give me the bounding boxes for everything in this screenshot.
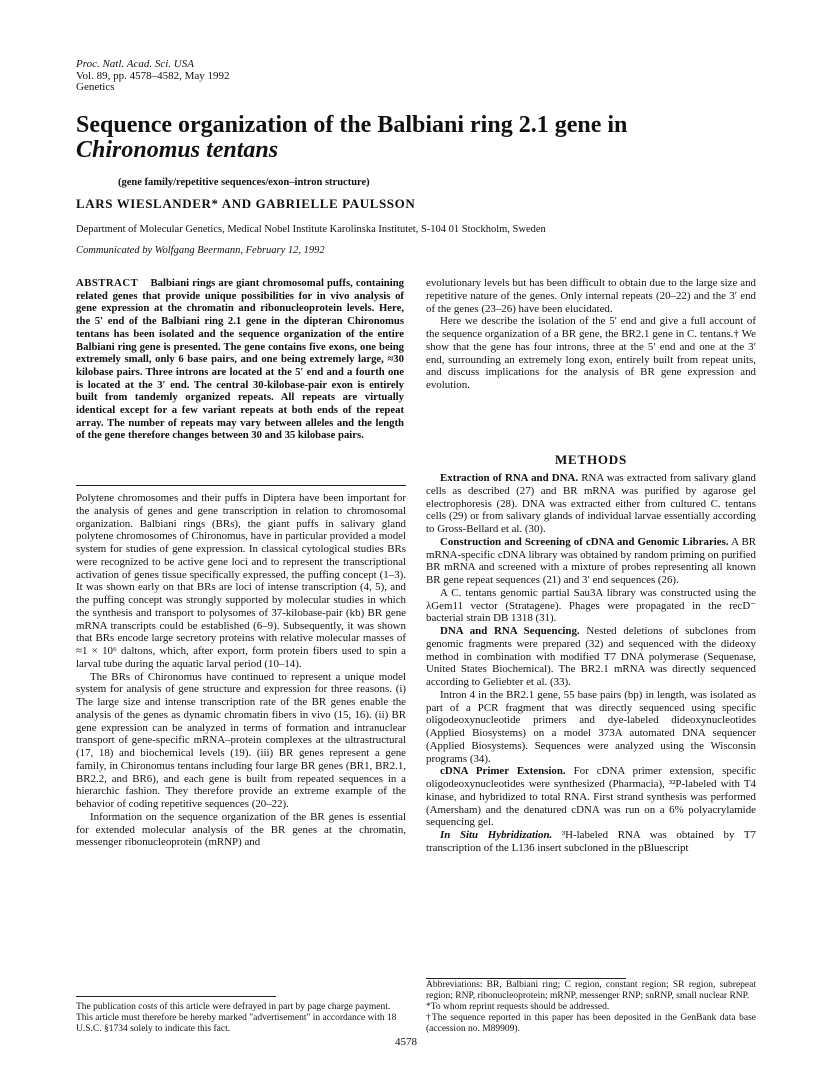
methods-paragraph-3b: Intron 4 in the BR2.1 gene, 55 base pairs (bp) in length, was isolated as part of a PCR fragment that was directly sequenced using specific oligodeoxynucleotide primers and dye-labeled dideoxynucleotides (Applied Biosystems) on a model 373A automated DNA sequencer (Applied Biosystems). Sequences were analyzed using the Wisconsin programs (34). xyxy=(426,688,756,765)
methods-text-5: ³H-labeled RNA was obtained by T7 transcription of the L136 insert subcloned in the pBluescript xyxy=(426,829,756,854)
affiliation: Department of Molecular Genetics, Medical Nobel Institute Karolinska Institutet, S-104 01 Stockholm, Sweden xyxy=(76,224,546,235)
reprint-footnote: *To whom reprint requests should be addressed. xyxy=(426,1002,610,1012)
methods-paragraph-4 xyxy=(426,765,756,829)
intro-paragraph-3-cont: evolutionary levels but has been difficult to obtain due to the large size and repetitive nature of the genes. Only internal repeats (20–22) and the 3′ end of the genes (23–26) have been elucidated. xyxy=(426,277,756,315)
genbank-footnote: †The sequence reported in this paper has been deposited in the GenBank data base (accession no. M89909). xyxy=(426,1013,756,1034)
methods-paragraph-2b: A C. tentans genomic partial Sau3A library was constructed using the λGem11 vector (Stratagene). Phages were propagated in the recD⁻ bacterial strain DB 1318 (31). xyxy=(426,586,756,625)
abstract-divider xyxy=(76,485,406,486)
methods-paragraph-3 xyxy=(426,625,756,689)
intro-paragraph-1: Polytene chromosomes and their puffs in Diptera have been important for the analysis of genes and gene transcription in relation to chromosomal organization. Balbiani rings (BRs), the giant puffs in salivary gland polytene chromosomes of Chironomus, have in particular provided a model system for studies of gene expression. In classical cytological studies BRs were recognized to be active gene loci and to represent the transcriptional activation of genes tissue specifically expressed, the puffing concept (1–3). It was shown early on that BRs are loci of intense transcription (4, 5), and the puffing concept was strongly supported by molecular studies in which the synthesis and transport to polysomes of 37-kilobase-pair (kb) BR gene mRNA transcripts could be established (6–9). Subsequently, it was shown that BRs encode large secretory proteins with relative molecular masses of ≈1 × 10⁶ daltons, which, after export, form protein fibers used to spin a larval tube during the aquatic larval period (10–14). xyxy=(76,492,406,670)
abstract-lead: ABSTRACT xyxy=(76,277,139,289)
page-number: 4578 xyxy=(395,1036,417,1048)
section-label: Genetics xyxy=(76,81,115,93)
communicated-by: Communicated by Wolfgang Beermann, February 12, 1992 xyxy=(76,245,325,256)
abbreviations-footnote: Abbreviations: BR, Balbiani ring; C region, constant region; SR region, subrepeat region; RNP, ribonucleoprotein; mRNP, messenger RNP; snRNP, small nuclear RNP. xyxy=(426,980,756,1001)
methods-text-2: A BR mRNA-specific cDNA library was obtained by random priming on purified BR mRNA and screened with a mixture of probes representing all known BR gene repeat sequences (21) and 3′ end sequences (26). xyxy=(426,535,756,586)
article-title xyxy=(76,113,736,163)
journal-name: Proc. Natl. Acad. Sci. USA xyxy=(76,58,194,70)
intro-paragraph-2: The BRs of Chironomus have continued to represent a unique model system for analysis of gene structure and expression for three reasons. (i) The large size and intense transcription rate of the BR genes enable the analysis of the genes as dynamic chromatin fibers in vivo (15, 16). (ii) BR gene expression can be analyzed in terms of formation and intranuclear transport of gene-specific mRNA–protein complexes at the ultrastructural (17, 18) and biochemical levels (19). (iii) BR genes represent a gene family, in Chironomus tentans including four large BR genes (BR1, BR2.1, BR2.2, and BR6), and each gene is built from repeated sequences in a hierarchic fashion. They therefore provide an extreme example of the behavior of coding repetitive sequences (20–22). xyxy=(76,670,406,810)
methods-text-1: RNA was extracted from salivary gland cells as described (27) and BR mRNA was purified by agarose gel electrophoresis (28). DNA was extracted either from cultured C. tentans cells (29) or from salivary glands of individual larvae essentially according to Gross-Bellard et al. (30). xyxy=(426,472,756,535)
methods-subhead-4: cDNA Primer Extension. xyxy=(440,765,566,778)
footnote-divider-right xyxy=(426,978,626,979)
abstract xyxy=(76,277,404,442)
methods-column xyxy=(426,472,756,855)
intro-column xyxy=(76,492,406,849)
methods-subhead-1: Extraction of RNA and DNA. xyxy=(440,472,579,484)
volume-line: Vol. 89, pp. 4578–4582, May 1992 xyxy=(76,69,230,82)
title-line-1: Sequence organization of the Balbiani ring 2.1 gene in xyxy=(76,112,628,138)
journal-header xyxy=(76,59,230,94)
intro-paragraph-3: Information on the sequence organization of the BR genes is essential for extended molecular analysis of the BR genes at the chromatin, messenger ribonucleoprotein (mRNP) and xyxy=(76,810,406,849)
methods-text-4: For cDNA primer extension, specific oligodeoxynucleotides were synthesized (Pharmacia), ³²P-labeled with T4 kinase, and hybridized to total RNA. First strand synthesis was performed (Amersham) and the denatured cDNA was run on a 6% polyacrylamide sequencing gel. xyxy=(426,765,756,829)
methods-subhead-5: In Situ Hybridization. xyxy=(440,829,553,841)
title-line-2: Chironomus tentans xyxy=(76,137,279,163)
footnotes-right xyxy=(426,980,756,1035)
keywords: (gene family/repetitive sequences/exon–intron structure) xyxy=(118,177,370,188)
methods-text-3: Nested deletions of subclones from genomic fragments were prepared (32) and sequenced with the dideoxy method in combination with modified T7 DNA polymerase (Sequenase, United States Biochemical). The BR2.1 mRNA was directly sequenced according to Geliebter et al. (33). xyxy=(426,625,756,688)
authors: LARS WIESLANDER* AND GABRIELLE PAULSSON xyxy=(76,196,416,211)
abstract-text: Balbiani rings are giant chromosomal puffs, containing related genes that provide unique possibilities for in vivo analysis of gene expression at the chromatin and ribonucleoprotein levels. Here, the 5′ end of the Balbiani ring 2.1 gene in the dipteran Chironomus tentans has been isolated and the sequence organization of the entire Balbiani ring gene is presented. The gene contains five exons, one being extremely small, only 6 base pairs, and one being extremely large, ≈30 kilobase pairs. Three introns are located at the 5′ end and a fourth one is located at the 3′ end. The central 30-kilobase-pair exon is entirely built from tandemly organized repeats. All repeats are virtually identical except for a few variant repeats at both ends of the repeat array. The number of repeats may vary between alleles and the length of the gene therefore changes between 30 and 35 kilobase pairs. xyxy=(76,277,404,442)
methods-paragraph-5 xyxy=(426,829,756,855)
methods-heading: METHODS xyxy=(554,452,628,467)
intro-column-continued xyxy=(426,277,756,392)
methods-paragraph-1 xyxy=(426,472,756,536)
methods-subhead-2: Construction and Screening of cDNA and Genomic Libraries. xyxy=(440,535,729,548)
methods-subhead-3: DNA and RNA Sequencing. xyxy=(440,625,580,637)
publication-cost-note: The publication costs of this article were defrayed in part by page charge payment. This article must therefore be hereby marked "advertisement" in accordance with 18 U.S.C. §1734 solely to indicate this fact. xyxy=(76,1002,397,1034)
methods-paragraph-2 xyxy=(426,536,756,587)
intro-paragraph-4: Here we describe the isolation of the 5′ end and give a full account of the sequence organization of a BR gene, the BR2.1 gene in C. tentans.† We show that the gene has four introns, three at the 5′ end and one at the 3′ end, surrounding an extremely long exon, entirely built from repeat units, and discuss implications for the analysis of BR gene expression and evolution. xyxy=(426,315,756,391)
footnote-divider-left xyxy=(76,996,276,997)
